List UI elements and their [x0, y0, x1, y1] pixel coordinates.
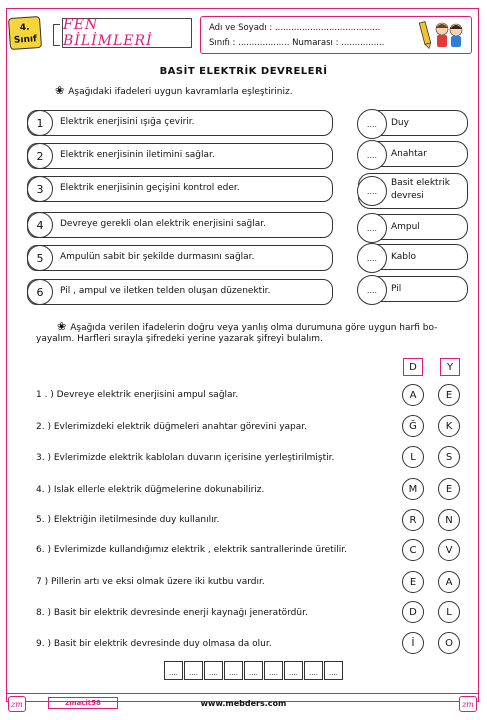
page-title: BASİT ELEKTRİK DEVRELERİ [159, 66, 328, 77]
true-option-circle[interactable]: L [402, 446, 424, 468]
match-item [27, 110, 333, 136]
answer-blank[interactable]: .... [357, 213, 387, 243]
website-link[interactable]: www.mebders.com [200, 699, 287, 708]
match-item-text: Elektrik enerjisinin iletimini sağlar. [60, 150, 215, 160]
true-column-header: D [403, 358, 423, 376]
name-field[interactable]: Adı ve Soyadı : ....................................... [209, 23, 381, 33]
tf-question: 1 . ) Devreye elektrik enerjisini ampul sağlar. [36, 390, 239, 400]
answer-option-text: Pil [391, 284, 402, 294]
match-item [27, 212, 333, 238]
zm-logo-left: zm [8, 696, 26, 712]
answer-option [358, 244, 468, 270]
match-item-number: 1 [27, 110, 53, 136]
section2-instruction-text: Aşağıda verilen ifadelerin doğru veya yanlış olma durumuna göre uygun harfi bo- [70, 323, 438, 333]
answer-option-text: Kablo [391, 252, 416, 262]
true-option-circle[interactable]: D [402, 601, 424, 623]
cipher-boxes [164, 661, 344, 680]
match-item [27, 245, 333, 271]
flower-bullet-icon: ❀ [55, 84, 65, 97]
author-tag: zmacit58 [48, 697, 118, 709]
answer-blank[interactable]: .... [357, 243, 387, 273]
tf-question: 7 ) Pillerin artı ve eksi olmak üzere iki kutbu vardır. [36, 577, 265, 587]
tf-question: 3. ) Evlerimizde elektrik kabloları duvarın içerisine yerleştirilmiştir. [36, 453, 335, 463]
cipher-cell[interactable]: .... [244, 661, 263, 680]
grade-label: 4. Sınıf [13, 22, 38, 46]
grade-badge [8, 16, 42, 50]
answer-blank[interactable]: .... [357, 109, 387, 139]
true-option-circle[interactable]: A [402, 384, 424, 406]
answer-option [358, 141, 468, 167]
match-item-text: Ampulün sabit bir şekilde durmasını sağlar. [60, 252, 255, 262]
tf-question: 8. ) Basit bir elektrik devresinde enerji kaynağı jeneratördür. [36, 608, 308, 618]
answer-option [358, 173, 468, 209]
match-item-text: Elektrik enerjisinin geçişini kontrol eder. [60, 183, 240, 193]
answer-blank[interactable]: .... [357, 275, 387, 305]
tf-question: 4. ) Islak ellerle elektrik düğmelerine dokunabiliriz. [36, 485, 265, 495]
false-option-circle[interactable]: L [438, 601, 460, 623]
section1-instruction-text: Aşağıdaki ifadeleri uygun kavramlarla eşleştiriniz. [68, 87, 293, 97]
false-column-header: Y [440, 358, 460, 376]
true-option-circle[interactable]: E [402, 571, 424, 593]
answer-option-text: Anahtar [391, 149, 427, 159]
section1-instruction [55, 84, 293, 97]
cipher-cell[interactable]: .... [204, 661, 223, 680]
match-item-text: Elektrik enerjisini ışığa çevirir. [60, 117, 195, 127]
match-item [27, 143, 333, 169]
section2-instruction-line1 [57, 320, 437, 333]
cipher-cell[interactable]: .... [164, 661, 183, 680]
cipher-cell[interactable]: .... [324, 661, 343, 680]
match-item-number: 5 [27, 245, 53, 271]
false-option-circle[interactable]: E [438, 384, 460, 406]
true-option-circle[interactable]: R [402, 509, 424, 531]
tf-question: 6. ) Evlerimizde kullandığımız elektrik , elektrik santrallerinde üretilir. [36, 545, 347, 555]
false-option-circle[interactable]: O [438, 632, 460, 654]
cipher-cell[interactable]: .... [304, 661, 323, 680]
tf-question: 9. ) Basit bir elektrik devresinde duy olmasa da olur. [36, 639, 272, 649]
answer-option [358, 214, 468, 240]
cipher-cell[interactable]: .... [284, 661, 303, 680]
subject-title: FEN BİLİMLERİ [62, 18, 192, 48]
false-option-circle[interactable]: A [438, 571, 460, 593]
answer-option-text: Ampul [391, 222, 420, 232]
footer-divider [6, 693, 479, 694]
cipher-cell[interactable]: .... [264, 661, 283, 680]
class-number-field[interactable]: Sınıfı : ................... Numarası : ................ [209, 38, 385, 48]
match-item [27, 279, 333, 305]
tf-question: 5. ) Elektriğin iletilmesinde duy kullanılır. [36, 515, 220, 525]
cipher-cell[interactable]: .... [224, 661, 243, 680]
match-item-number: 6 [27, 279, 53, 305]
answer-option-text: Basit elektrik devresi [391, 178, 450, 201]
match-item-text: Devreye gerekli olan elektrik enerjisini sağlar. [60, 219, 266, 229]
answer-option [358, 110, 468, 136]
false-option-circle[interactable]: E [438, 478, 460, 500]
tf-question: 2. ) Evlerimizdeki elektrik düğmeleri anahtar görevini yapar. [36, 422, 308, 432]
match-item-text: Pil , ampul ve iletken telden oluşan düzenektir. [60, 286, 271, 296]
match-item-number: 4 [27, 212, 53, 238]
true-option-circle[interactable]: C [402, 539, 424, 561]
section2-instruction-line2: yayalım. Harfleri sırayla şifredeki yerine yazarak şifreyi bulalım. [36, 334, 323, 344]
answer-option-text: Duy [391, 118, 409, 128]
match-item-number: 3 [27, 176, 53, 202]
false-option-circle[interactable]: N [438, 509, 460, 531]
false-option-circle[interactable]: S [438, 446, 460, 468]
kids-pencil-illustration [418, 18, 466, 50]
cipher-cell[interactable]: .... [184, 661, 203, 680]
false-option-circle[interactable]: K [438, 415, 460, 437]
match-item-number: 2 [27, 143, 53, 169]
flower-bullet-icon: ❀ [57, 320, 67, 333]
true-option-circle[interactable]: İ [402, 632, 424, 654]
answer-blank[interactable]: .... [357, 176, 387, 206]
match-item [27, 176, 333, 202]
true-option-circle[interactable]: M [402, 478, 424, 500]
zm-logo-right: zm [459, 696, 477, 712]
answer-blank[interactable]: .... [357, 140, 387, 170]
true-option-circle[interactable]: Ğ [402, 415, 424, 437]
answer-option [358, 276, 468, 302]
false-option-circle[interactable]: V [438, 539, 460, 561]
